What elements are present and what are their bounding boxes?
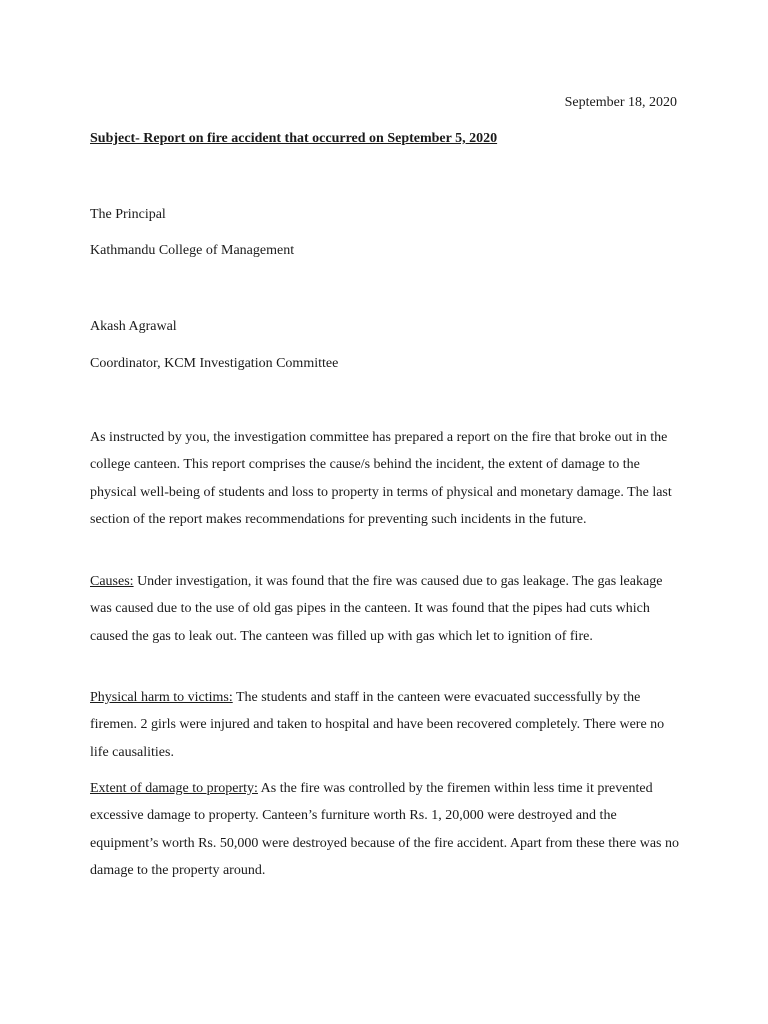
recipient-title: The Principal <box>90 207 166 222</box>
letter-date: September 18, 2020 <box>564 95 677 110</box>
physical-harm-heading: Physical harm to victims: <box>90 690 233 705</box>
property-damage-text: As the fire was controlled by the firemen within less time it prevented excessive damage to property. Canteen’s furniture worth Rs. 1, 20,000 were destroyed and the equipment’s worth Rs. 50,000 were destroyed because of the fire accident. Apart from these there was no damage to the property around. <box>90 781 679 879</box>
intro-text: As instructed by you, the investigation committee has prepared a report on the fire that broke out in the college canteen. This report comprises the cause/s behind the incident, the extent of damage to the physical well-being of students and loss to property in terms of physical and monetary damage. The last section of the report makes recommendations for preventing such incidents in the future. <box>90 430 672 528</box>
causes-text: Under investigation, it was found that the fire was caused due to gas leakage. The gas leakage was caused due to the use of old gas pipes in the canteen. It was found that the pipes had cuts which caused the gas to leak out. The canteen was filled up with gas which let to ignition of fire. <box>90 574 663 644</box>
physical-harm-paragraph <box>90 684 680 766</box>
causes-paragraph <box>90 568 680 650</box>
sender-name: Akash Agrawal <box>90 319 177 334</box>
intro-paragraph <box>90 424 680 534</box>
property-damage-paragraph <box>90 775 680 885</box>
property-damage-heading: Extent of damage to property: <box>90 781 258 796</box>
recipient-organization: Kathmandu College of Management <box>90 243 295 258</box>
physical-harm-text: The students and staff in the canteen were evacuated successfully by the firemen. 2 girls were injured and taken to hospital and have been recovered completely. There were no life causalities. <box>90 690 665 760</box>
letter-subject: Subject- Report on fire accident that occurred on September 5, 2020 <box>90 131 498 146</box>
sender-position: Coordinator, KCM Investigation Committee <box>90 356 339 371</box>
causes-heading: Causes: <box>90 574 134 589</box>
